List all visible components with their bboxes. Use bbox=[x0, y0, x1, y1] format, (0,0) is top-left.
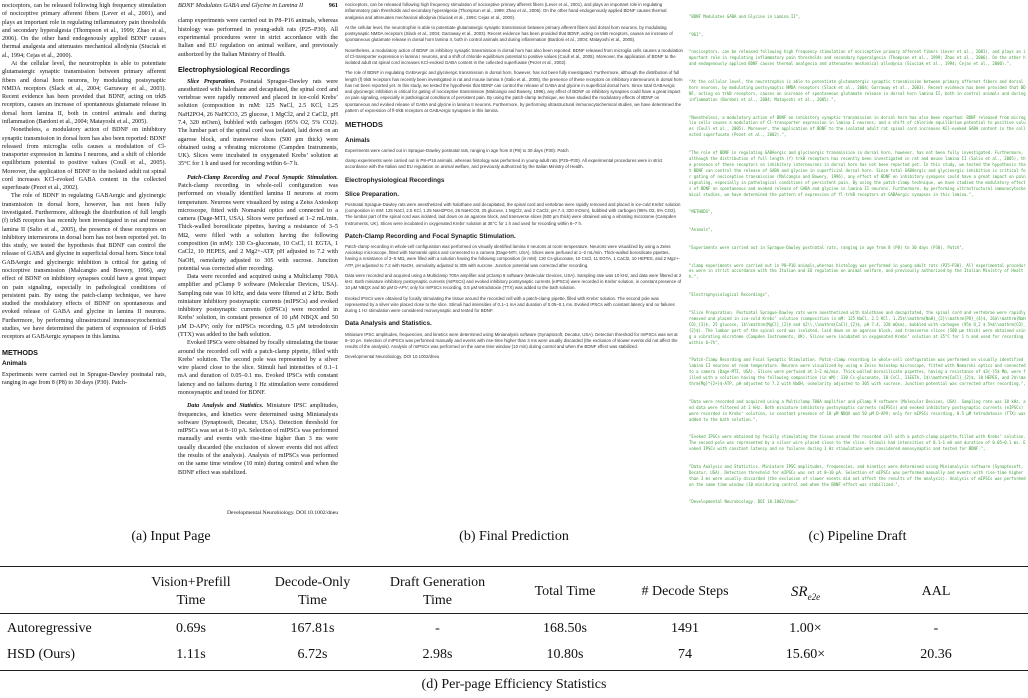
draft-line: "METHODS", bbox=[689, 209, 713, 215]
body-paragraph: Postnatal Sprague-Dawley rats were anesthetized with halothane and decapitated, the spinal cord and vertebrae were rapidly removed and placed in ice-cold Krebs’ solution (composition in mM: 125 NaCl, 2.5 KCl, 1.25 NaH2PO4, 26 NaHCO3, 25 glucose, 1 MgCl2, and 2 CaCl2, pH 7.4, 320 mOsm), bubbled with carbogen (95% O2, 5% CO2). The lumbar part of the spinal cord was isolated, laid down on an agarose block, and transverse slices (500 μm thick) were obtained using a vibrating microtome (Campden Instruments, UK). Slices were incubated in oxygenated Krebs’ solution at 35°C for 1 h and used for recording within 6–7 h. bbox=[345, 201, 681, 226]
body-paragraph: nociceptors, can be released following high frequency stimulation of nociceptive primary afferent fibers (Lever et al., 2001), and plays an important role in regulating inflammatory pain thresholds and secondary hyperalgesia (Thompson et al., 1999; Zhao et al., 2006). On the other hand endogenously applied BDNF causes thermal analgesia and attenuates mechanical allodynia (Siuciak et al., 1994; Cejas et al., 2000). bbox=[2, 3, 166, 59]
body-paragraph: Evoked IPSCs were obtained by focally stimulating the tissue around the recorded cell with a patch-clamp pipette, filled with Krebs’ solution. The second pole was represented by a silver wire placed close to the slice. Stimuli had intensities of 0.1–1 mA and duration of 0.05–0.1 ms. Evoked IPSCs with constant latency and no failures during 1 Hz stimulation were considered monosynaptic and tested for BDNF. bbox=[178, 340, 338, 397]
draft-line: "BDNF Modulates GABA and Glycine in Lamina II", bbox=[689, 13, 801, 19]
body-paragraph: clamp experiments were carried out in P8–P16 animals, whereas histology was performed in young-adult rats (P25–P30). All experimental procedures were in strict accordance with the Italian and EU regulation on animal welfare, and previously authorized by the Italian Ministry of Health. bbox=[178, 18, 338, 58]
slice-heading: Slice Preparation. bbox=[345, 190, 399, 198]
draft-line: "The role of BDNF in regulating GABAergic and glycinergic transmission in dorsal horn, however, has not been fully investigated. Furthermore, although the distribution of full length (f) trkB receptors has recently been investigated in rat and mouse lamina II (Salio et al., 2005), the presence of these receptors on inhibitory interneurons in dorsal horn has not been reported yet. In this study, we tested the hypothesis that BDNF can control the release of GABA and glycine in superficial dorsal horn. Since total GABAergic and glycinergic inhibition is critical for gating of nociceptive transmission (Malcangio and Bowery, 1996), any effect of BDNF on inhibitory synapses could have a great impact on pain signaling, especially in pathological conditions of persistent pain. By using the patch-clamp technique, we have studied the modulatory effects of BDNF on spontaneous and evoked release of GABA and glycine in lamina II neurons. Furthermore, by performing ultrastructural immunocytochemical studies, we have determined the pattern of expression of fl-trkB receptors at GABAergic synapses in this lamina.", bbox=[689, 150, 1028, 197]
body-paragraph: At the cellular level, the neurotrophin is able to potentiate glutamatergic synaptic transmission between primary afferent fibers and dorsal horn neurons, by modulating postsynaptic NMDA receptors (Slack et al., 2004; Garraway et al., 2003). Recent evidence has been provided that BDNF, acting on trkB receptors, causes an increase of spontaneous glutamate release in dorsal horn lamina II, both in control animals and during inflammation (Bardoni et al., 2004; Matayoshi et al., 2005). bbox=[2, 60, 166, 125]
header-cell: AAL bbox=[921, 584, 951, 599]
patch-heading: Patch-Clamp Recording and Focal Synaptic Stimulation. bbox=[345, 232, 516, 240]
pipeline-draft-panel bbox=[689, 2, 1026, 520]
body-paragraph: Patch-clamp recording in whole-cell configuration was performed on visually identified lamina II neurons at room temperature. Neurons were visualized by using a Zeiss Axioskop microscope, fitted with Nomarski optics and connected to a camera (Dage-MTI, USA). Slices were perfused at 1–2 mL/min. Thick-walled borosilicate pipettes, having a resistance of 3–5 MΩ, were filled with a solution having the following composition (in mM): 130 Cs-gluconate, 10 CsCl, 11 EGTA, 1 CaCl2, 10 HEPES, and 2 Mg2+-ATP, pH adjusted to 7.2 with NaOH, osmolarity adjusted to 305 with sucrose. Junction potential was corrected after recording. bbox=[345, 243, 680, 268]
caption-efficiency-stats: (d) Per-page Efficiency Statistics bbox=[421, 677, 607, 692]
final-prediction-page bbox=[345, 2, 683, 520]
table-cell: 20.36 bbox=[920, 647, 952, 662]
table-top-rule bbox=[0, 566, 1028, 567]
running-head-title: BDNF Modulates GABA and Glycine in Lamina II bbox=[178, 2, 304, 9]
animals-heading: Animals bbox=[345, 136, 370, 144]
method-name: HSD (Ours) bbox=[7, 647, 76, 662]
header-cell: Total Time bbox=[534, 584, 596, 599]
table-header-row bbox=[0, 574, 1028, 610]
input-page-left-column bbox=[2, 2, 166, 520]
slice-heading: Slice Preparation. bbox=[187, 78, 236, 85]
patch-text: Patch-clamp recording in whole-cell configuration was performed on visually identified lamina II neurons at room temperature. Neurons were visualized by using a Zeiss Axioskop microscope, fitted with Nomarski optics and connected to a camera (Dage-MTI, USA). Slices were perfused at 1–2 mL/min. Thick-walled borosilicate pipettes, having a resistance of 3–5 MΩ, were filled with a solution having the following composition (in mM): 130 Cs-gluconate, 10 CsCl, 11 EGTA, 1 CaCl2, 10 HEPES, and 2 Mg2+-ATP, pH adjusted to 7.2 with NaOH, osmolarity adjusted to 305 with sucrose. Junction potential was corrected after recording. bbox=[178, 182, 338, 272]
draft-line: "961", bbox=[689, 31, 704, 37]
caption-pipeline-draft: (c) Pipeline Draft bbox=[808, 529, 907, 544]
table-cell: - bbox=[933, 621, 939, 636]
draft-line: "Slice Preparation. Postnatal Sprague-Dawley rats were anesthetized with halothane and decapitated, the spinal cord and vertebrae were rapidly removed and placed in ice-cold Krebs’ solution (composition in mM: 125 NaCl, 2.5 KCl, 1.25$\\mathrm{NaH}_{2}\\mathrm{PO}_{4}$, 26$\\mathrm{NaHCO}_{3}$, 25 glucose, 1$\\mathrm{MgCl}_{2}$ and $2\\,\\mathrm{CaCl}_{2}$, pH 7.4, 320 mOsm), bubbled with carbogen (95$ O_2 $ 5%$\\mathrm{CO}_{2}$). The lumbar part of the spinal cord was isolated, laid down on an agarose block, and transverse slices (500 μm thick) were obtained using a vibrating microtome (Campden Instruments, UK). Slices were incubated in oxygenated Krebs’ solution at 35°C for 1 h and used for recording within 6–7h", bbox=[689, 309, 1028, 345]
analysis-text: Miniature IPSC amplitudes, frequencies, and kinetics were determined using Minianalysis software (Synaptosoft, Decatur, USA). Detection threshold for mIPSCs was set at 8–10 pA. Selection of mIPSCs was performed manually and events with rise-time higher than 3 ms were usually discarded (the exclusion of slower events did not affect the results of the analysis). Analysis of mIPSCs was performed on the same time window (10 min) during control and when the BDNF effect was stabilized. bbox=[178, 403, 338, 476]
draft-line: "Evoked IPSCs were obtained by focally stimulating the tissue around the recorded cell with a patch-clamp pipette,filled with Krebs’ solution. The second pole was represented by a silver wire placed close to the slice. Stimuli had intensities of 0.1–1 mA and duration of 0.05–0.1 ms. Evoked IPSCs with constant latency and no failures during 1 Hz stimulation were considered monosynaptic and tested for BDNF.", bbox=[689, 434, 1028, 452]
input-page bbox=[2, 2, 340, 520]
draft-line: "Data were recorded and acquired using a Multiclamp 700A amplifier and pClamp 9 software (Molecular Devices, USA). Sampling rate was 10 kHz, and data were filtered at 2 kHz. Both miniature inhibitory postsynaptic currents (mIPSCs) and evoked inhibitory postsynaptic currents (eIPSCs) were recorded in Krebs’ solution, in constant presence of 10 μM NBQX and 50 μM D-APV; only for mIPSCs recording, 0.5 μM tetrodotoxin (TTX) was added to the bath solution.", bbox=[689, 398, 1028, 422]
header-cell: Draft Generation Time bbox=[389, 575, 486, 609]
table-cell: 168.50s bbox=[543, 621, 587, 636]
table-cell: 10.80s bbox=[546, 647, 584, 662]
body-paragraph: nociceptors, can be released following high frequency stimulation of nociceptive primary afferent fibers (Lever et al., 2001), and plays an important role in regulating inflammatory pain thresholds and secondary hyperalgesia (Thompson et al., 1999; Zhao et al., 2006). On the other hand endogenously applied BDNF causes thermal analgesia and attenuates mechanical allodynia (Siuciak et al., 1994; Cejas et al., 2000). bbox=[345, 2, 667, 20]
table-row bbox=[0, 620, 1028, 638]
draft-line: "Experiments were carried out in Sprague-Dawley postnatal rats, ranging in age from 8 (P8) to 30 days (P30). Patch", bbox=[689, 244, 964, 250]
methods-heading: METHODS bbox=[345, 120, 383, 129]
table-cell: 1.00× bbox=[789, 621, 822, 636]
header-cell: # Decode Steps bbox=[641, 584, 729, 599]
patch-heading: Patch-Clamp Recording and Focal Synaptic Stimulation. bbox=[187, 174, 338, 181]
table-cell: 0.69s bbox=[176, 621, 206, 636]
body-paragraph: Experiments were carried out in Sprague-Dawley postnatal rats, ranging in age from 8 (P8) to 30 days (P30). Patch bbox=[345, 147, 569, 153]
table-bottom-rule bbox=[0, 670, 1028, 671]
body-paragraph: The role of BDNF in regulating GABAergic and glycinergic transmission in dorsal horn, however, has not been fully investigated. Furthermore, although the distribution of full length (f) trkB receptors has recently been investigated in rat and mouse lamina II (Salio et al., 2005), the presence of these receptors on inhibitory interneurons in dorsal horn has not been reported yet. In this study, we tested the hypothesis that BDNF can control the release of GABA and glycine in superficial dorsal horn. Since total GABAergic and glycinergic inhibition is critical for gating of nociceptive transmission (Malcangio and Bowery, 1996), any effect of BDNF on inhibitory synapses could have a great impact on pain signaling, especially in pathological conditions of persistent pain. By using the patch-clamp technique, we have studied the modulatory effects of BDNF on spontaneous and evoked release of GABA and glycine in lamina II neurons. Furthermore, by performing ultrastructural immunocytochemical studies, we have determined the pattern of expression of fl-trkB receptors at GABAergic synapses in this lamina. bbox=[2, 193, 166, 341]
page-number: 961 bbox=[328, 2, 338, 9]
header-cell bbox=[0, 574, 127, 610]
table-mid-rule bbox=[0, 613, 1028, 614]
table-cell: 6.72s bbox=[297, 647, 328, 662]
final-prediction-panel bbox=[345, 2, 683, 520]
draft-line: "Nonetheless, a modulatory action of BDNF on inhibitory synaptic transmission in dorsal horn has also been reported: BDNF released from microglia cells causes a modulation of Cl-transporter expression in lamina I neurons, and a shift of chloride equilibrium potential to positive values (Coull et al., 2005). Moreover, the application of BDNF to the isolated adult rat spinal cord increases KCl-evoked GABA content in the collected superfusate (Pezet et al., 2002).", bbox=[689, 114, 1026, 138]
draft-line: "clamp experiments were carried out in P8–P16 animals,whereas histology was performed in young-adult rats (P25–P30). All experimental procedures were in strict accordance with the Italian and EU regulation on animal welfare, and previously authorized by the Italian Ministry of Health.", bbox=[689, 262, 1026, 280]
body-paragraph: Data were recorded and acquired using a Multiclamp 700A amplifier and pClamp 9 software (Molecular Devices, USA). Sampling rate was 10 kHz, and data were filtered at 2 kHz. Both miniature inhibitory postsynaptic currents (mIPSCs) and evoked inhibitory postsynaptic currents (eIPSCs) were recorded in Krebs’ solution, in constant presence of 10 μM NBQX and 50 μM D-APV; only for mIPSCs recording, 0.5 μM tetrodotoxin (TTX) was added to the bath solution. bbox=[345, 272, 682, 291]
ephys-heading: Electrophysiological Recordings bbox=[178, 64, 290, 74]
header-cell: $SR_{e2e}$ bbox=[790, 584, 821, 602]
pipeline-draft-json bbox=[689, 2, 1026, 520]
draft-line: "Electrophysiological Recordings", bbox=[689, 292, 770, 298]
body-paragraph: Miniature IPSC amplitudes, frequencies, and kinetics were determined using Minianalysis software (Synaptosoft, Decatur, USA). Detection threshold for mIPSCs was set at 8–10 pA. Selection of mIPSCs was performed manually and events with rise-time higher than 3 ms were usually discarded (the exclusion of slower events did not affect the results of the analysis). Analysis of mIPSCs was performed on the same time window (10 min) during control and when the BDNF effect was stabilized. bbox=[345, 331, 678, 349]
analysis-heading: Data Analysis and Statistics. bbox=[345, 320, 432, 328]
animals-heading: Animals bbox=[2, 360, 27, 368]
body-paragraph bbox=[178, 78, 338, 169]
draft-line: "Patch-Clamp Recording and Focal Synaptic Stimulation. Patch-clamp recording in whole-cell configuration was performed on visually identified lamina II neurons at room temperature. Neurons were visualized by using a Zeiss Axioskop microscope, fitted with Nomarski optics and connected to a camera (Dage-MTI, USA). Slices were perfused at 1–2 mL/min. Thick-walled borosilicate pipettes, having a resistance of $3{-}5$ MΩ, were filled with a solution having the following composition (in mM): 130 Cs-gluconate, 10 CsCl, 11EGTA, 1$\\mathrm{CaCl}_{2}$, 10 HEPES, and 2$\\mathrm{Mg}^{2+}$-ATP, pH adjusted to 7.2 with NaOH, osmolarity adjusted to 305 with sucrose. Junction potential was corrected after recording.", bbox=[689, 357, 1028, 386]
draft-line: "Data Analysis and Statistics. Miniature IPSC amplitudes, frequencies, and kinetics were determined using Minianalysis software (Synaptosoft, Decatur, USA). Detection threshold for mIPSCs was set at 8–10 pA. Selection of mIPSCs was performed manually and events with rise-time higher than 3 ms were usually discarded (the exclusion of slower events did not affect the results of the analysis). Analysis of mIPSCs was performed on the same time window (10 min)during control and when the BDNF effect was stabilized.", bbox=[689, 463, 1028, 487]
caption-final-prediction: (b) Final Prediction bbox=[459, 529, 569, 544]
analysis-heading: Data Analysis and Statistics. bbox=[187, 403, 264, 410]
table-cell: 1.11s bbox=[176, 647, 206, 662]
ephys-heading: Electrophysiological Recordings bbox=[345, 176, 445, 184]
body-paragraph: Data were recorded and acquired using a Multiclamp 700A amplifier and pClamp 9 software (Molecular Devices, USA). Sampling rate was 10 kHz, and data were filtered at 2 kHz. Both miniature inhibitory postsynaptic currents (mIPSCs) and evoked inhibitory postsynaptic currents (eIPSCs) were recorded in Krebs’ solution, in constant presence of 10 μM NBQX and 50 μM D-APV; only for mIPSCs recording, 0.5 μM tetrodotoxin (TTX) was added to the bath solution. bbox=[178, 274, 338, 339]
header-cell: Vision+Prefill Time bbox=[151, 575, 231, 609]
table-cell: 74 bbox=[678, 647, 692, 662]
running-head bbox=[178, 2, 338, 10]
input-page-right-column bbox=[178, 2, 338, 520]
draft-line: "Animals", bbox=[689, 227, 713, 233]
caption-input-page: (a) Input Page bbox=[131, 529, 211, 544]
page-footer: Developmental Neurobiology. DOI 10.1002/dneu bbox=[345, 354, 440, 360]
table-row bbox=[0, 646, 1028, 664]
draft-line: "nociceptors, can be released following high frequency stimulation of nociceptive primary afferent fibers (Lever et al., 2001), and plays an important role in regulating inflammatory pain thresholds and secondary hyperalgesia (Thompson et al., 1999; Zhao et al., 2006). On the other hand endogenously applied BDNF causes thermal analgesia and attenuates mechanical allodynia (Siuciak et al., 1994; Cejas et al., 2000).", bbox=[689, 49, 1026, 67]
table-cell: 167.81s bbox=[290, 621, 335, 636]
body-paragraph: Experiments were carried out in Sprague-Dawley postnatal rats, ranging in age from 8 (P8) to 30 days (P30). Patch- bbox=[2, 372, 166, 387]
body-paragraph: clamp experiments were carried out in P8–P16 animals, whereas histology was performed in young-adult rats (P25–P30). All experimental procedures were in strict accordance with the Italian and EU regulation on animal welfare, and previously authorized by the Italian Ministry of Health. bbox=[345, 158, 663, 170]
methods-heading: METHODS bbox=[2, 347, 38, 357]
slice-text: Postnatal Sprague-Dawley rats were anesthetized with halothane and decapitated, the spinal cord and vertebrae were rapidly removed and placed in ice-cold Krebs’ solution (composition in mM: 125 NaCl, 2.5 KCl, 1.25 NaH2PO4, 26 NaHCO3, 25 glucose, 1 MgCl2, and 2 CaCl2, pH 7.4, 320 mOsm), bubbled with carbogen (95% O2, 5% CO2). The lumbar part of the spinal cord was isolated, laid down on an agarose block, and transverse slices (500 μm thick) were obtained using a vibrating microtome (Campden Instruments, UK). Slices were incubated in oxygenated Krebs’ solution at 35°C for 1 h and used for recording within 6–7 h. bbox=[178, 78, 338, 168]
body-paragraph: Nonetheless, a modulatory action of BDNF on inhibitory synaptic transmission in dorsal horn has also been reported: BDNF released from microglia cells causes a modulation of Cl-transporter expression in lamina I neurons, and a shift of chloride equilibrium potential to positive values (Coull et al., 2005). Moreover, the application of BDNF to the isolated adult rat spinal cord increases KCl-evoked GABA content in the collected superfusate (Pezet et al., 2002). bbox=[345, 47, 683, 65]
method-name: Autoregressive bbox=[7, 621, 92, 636]
draft-line: "At the cellular level, the neurotrophin is able to potentiate glutamatergic synaptic transmission between primary afferent fibers and dorsal horn neurons, by modulating postsynaptic NMDA receptors (Slack et al., 2004; Garraway et al., 2003). Recent evidence has been provided that BDNF, acting on trkB receptors, causes an increase of spontaneous glutamate release in dorsal horn lamina II, both in control animals and during inflammation (Bardoni et al., 2004; Matayoshi et al., 2005).", bbox=[689, 78, 1028, 102]
body-paragraph bbox=[178, 402, 338, 477]
body-paragraph: The role of BDNF in regulating GABAergic and glycinergic transmission in dorsal horn, however, has not been fully investigated. Furthermore, although the distribution of full length (f) trkB receptors has recently been investigated in rat and mouse lamina II (Salio et al., 2005), the presence of these receptors on inhibitory interneurons in dorsal horn has not been reported yet. In this study, we tested the hypothesis that BDNF can control the release of GABA and glycine in superficial dorsal horn. Since total GABAergic and glycinergic inhibition is critical for gating of nociceptive transmission (Malcangio and Bowery, 1996), any effect of BDNF on inhibitory synapses could have a great impact on pain signaling, especially in pathological conditions of persistent pain. By using the patch-clamp technique, we have studied the modulatory effects of BDNF on spontaneous and evoked release of GABA and glycine in lamina II neurons. Furthermore, by performing ultrastructural immunocytochemical studies, we have determined the pattern of expression of fl-trkB receptors at GABAergic synapses in this lamina. bbox=[345, 70, 683, 113]
body-paragraph: Evoked IPSCs were obtained by focally stimulating the tissue around the recorded cell with a patch-clamp pipette, filled with Krebs’ solution. The second pole was represented by a silver wire placed close to the slice. Stimuli had intensities of 0.1–1 mA and duration of 0.05–0.1 ms. Evoked IPSCs with constant latency and no failures during 1 Hz stimulation were considered monosynaptic and tested for BDNF. bbox=[345, 295, 675, 314]
body-paragraph: At the cellular level, the neurotrophin is able to potentiate glutamatergic synaptic transmission between primary afferent fibers and dorsal horn neurons, by modulating postsynaptic NMDA receptors (Slack et al., 2004; Garraway et al., 2003). Recent evidence has been provided that BDNF, acting on trkB receptors, causes an increase of spontaneous glutamate release in dorsal horn lamina II, both in control animals and during inflammation (Bardoni et al., 2004; Matayoshi et al., 2005). bbox=[345, 24, 673, 43]
body-paragraph bbox=[178, 174, 338, 273]
table-cell: 2.98s bbox=[422, 647, 453, 662]
input-page-panel bbox=[2, 2, 340, 520]
table-cell: 1491 bbox=[671, 621, 699, 636]
table-cell: 15.60× bbox=[785, 647, 826, 662]
page-footer: Developmental Neurobiology. DOI 10.1002/dneu bbox=[226, 510, 338, 517]
draft-line: "Developmental Neurobiology. DOI 10.1002/dneu" bbox=[689, 499, 799, 505]
header-cell: Decode-Only Time bbox=[274, 575, 351, 609]
table-cell: - bbox=[435, 621, 440, 636]
body-paragraph: Nonetheless, a modulatory action of BDNF on inhibitory synaptic transmission in dorsal horn has also been reported: BDNF released from microglia cells causes a modulation of Cl-transporter expression in lamina I neurons, and a shift of chloride equilibrium potential to positive values (Coull et al., 2005). Moreover, the application of BDNF to the isolated adult rat spinal cord increases KCl-evoked GABA content in the collected superfusate (Pezet et al., 2002). bbox=[2, 127, 166, 192]
